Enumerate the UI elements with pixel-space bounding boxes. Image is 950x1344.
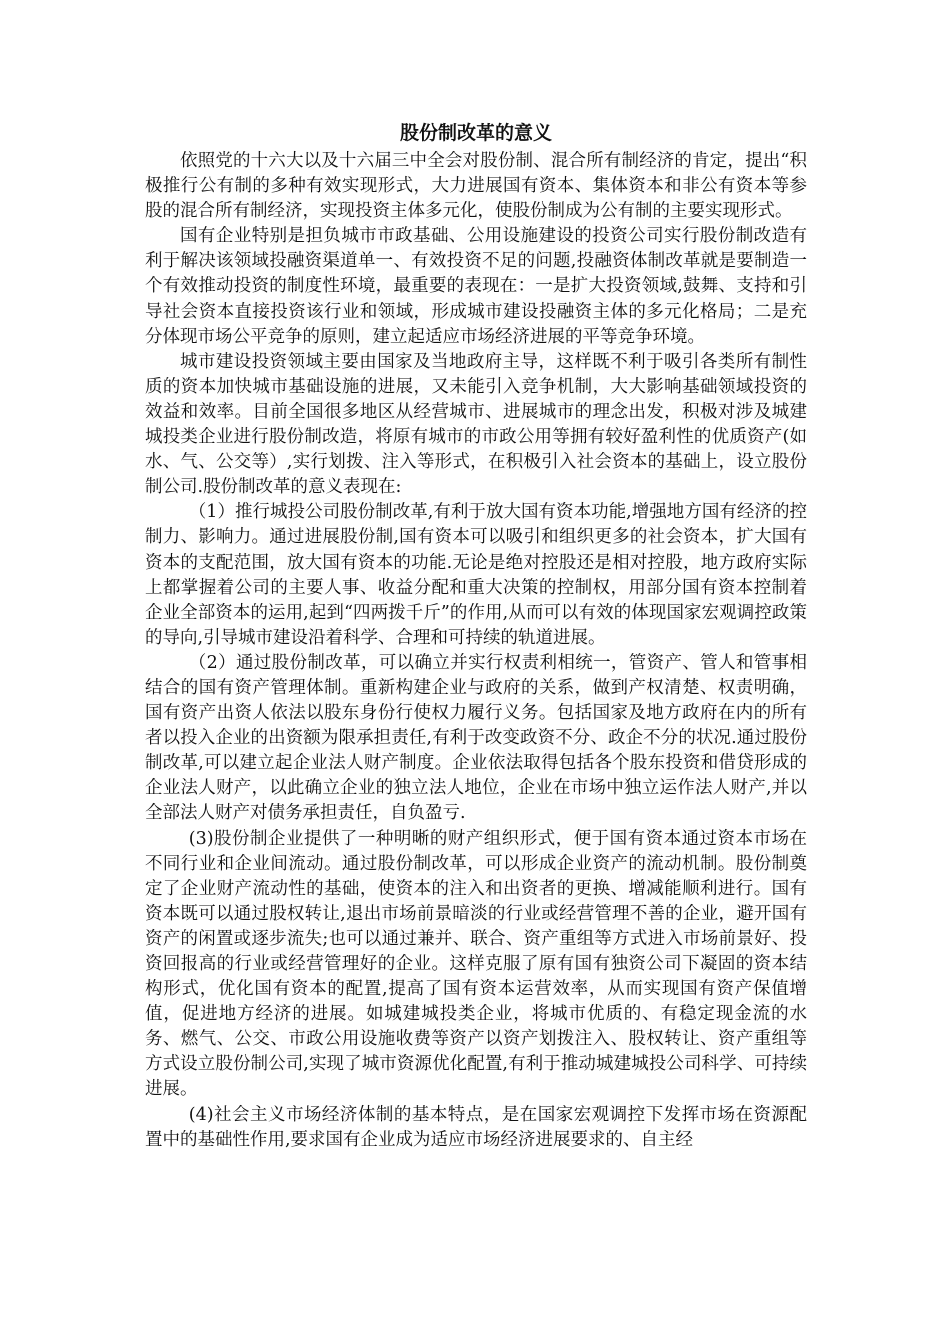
paragraph-point-2: （2）通过股份制改革，可以确立并实行权责利相统一，管资产、管人和管事相结合的国有资产管理体制。重新构建企业与政府的关系，做到产权清楚、权责明确，国有资产出资人依法以股东身份行使权力履行义务。包括国家及地方政府在内的所有者以投入企业的出资额为限承担责任,有利于改变政资不分、政企不分的状况.通过股份制改革,可以建立起企业法人财产制度。企业依法取得包括各个股东投资和借贷形成的企业法人财产，以此确立企业的独立法人地位，企业在市场中独立运作法人财产,并以全部法人财产对债务承担责任，自负盈亏. bbox=[145, 652, 807, 824]
paragraph-point-1: （1）推行城投公司股份制改革,有利于放大国有资本功能,增强地方国有经济的控制力、影响力。通过进展股份制,国有资本可以吸引和组织更多的社会资本，扩大国有资本的支配范围，放大国有资本的功能.无论是绝对控股还是相对控股，地方政府实际上都掌握着公司的主要人事、收益分配和重大决策的控制权，用部分国有资本控制着企业全部资本的运用,起到“四两拨千斤”的作用,从而可以有效的体现国家宏观调控政策的导向,引导城市建设沿着科学、合理和可持续的轨道进展。 bbox=[145, 502, 807, 648]
document-title: 股份制改革的意义 bbox=[399, 122, 552, 144]
paragraph-urban-construction: 城市建设投资领域主要由国家及当地政府主导，这样既不利于吸引各类所有制性质的资本加快城市基础设施的进展，又未能引入竞争机制，大大影响基础领域投资的效益和效率。目前全国很多地区从经营城市、进展城市的理念出发，积极对涉及城建城投类企业进行股份制改造，将原有城市的市政公用等拥有较好盈利性的优质资产(如水、气、公交等）,实行划拨、注入等形式，在积极引入社会资本的基础上，设立股份制公司.股份制改革的意义表现在: bbox=[145, 351, 807, 498]
paragraph-point-3: (3)股份制企业提供了一种明晰的财产组织形式，便于国有资本通过资本市场在不同行业和企业间流动。通过股份制改革，可以形成企业资产的流动机制。股份制奠定了企业财产流动性的基础，使资本的注入和出资者的更换、增减能顺利进行。国有资本既可以通过股权转让,退出市场前景暗淡的行业或经营管理不善的企业，避开国有资产的闲置或逐步流失;也可以通过兼并、联合、资产重组等方式进入市场前景好、投资回报高的行业或经营管理好的企业。这样克服了原有国有独资公司下凝固的资本结构形式，优化国有资本的配置,提高了国有资本运营效率，从而实现国有资产保值增值，促进地方经济的进展。如城建城投类企业，将城市优质的、有稳定现金流的水务、燃气、公交、市政公用设施收费等资产以资产划拨注入、股权转让、资产重组等方式设立股份制公司,实现了城市资源优化配置,有利于推动城建城投公司科学、可持续进展。 bbox=[145, 828, 807, 1100]
paragraph-point-4: (4)社会主义市场经济体制的基本特点，是在国家宏观调控下发挥市场在资源配置中的基础性作用,要求国有企业成为适应市场经济进展要求的、自主经 bbox=[145, 1104, 807, 1150]
document-page bbox=[145, 118, 807, 1153]
paragraph-state-enterprise: 国有企业特别是担负城市市政基础、公用设施建设的投资公司实行股份制改造有利于解决该领域投融资渠道单一、有效投资不足的问题,投融资体制改革就是要制造一个有效推动投资的制度性环境，最重要的表现在：一是扩大投资领域,鼓舞、支持和引导社会资本直接投资该行业和领域，形成城市建设投融资主体的多元化格局；二是充分体现市场公平竞争的原则，建立起适应市场经济进展的平等竞争环境。 bbox=[145, 226, 807, 347]
paragraph-intro: 依照党的十六大以及十六届三中全会对股份制、混合所有制经济的肯定，提出“积极推行公有制的多种有效实现形式，大力进展国有资本、集体资本和非公有资本等参股的混合所有制经济，实现投资主体多元化，使股份制成为公有制的主要实现形式。 bbox=[145, 151, 807, 222]
